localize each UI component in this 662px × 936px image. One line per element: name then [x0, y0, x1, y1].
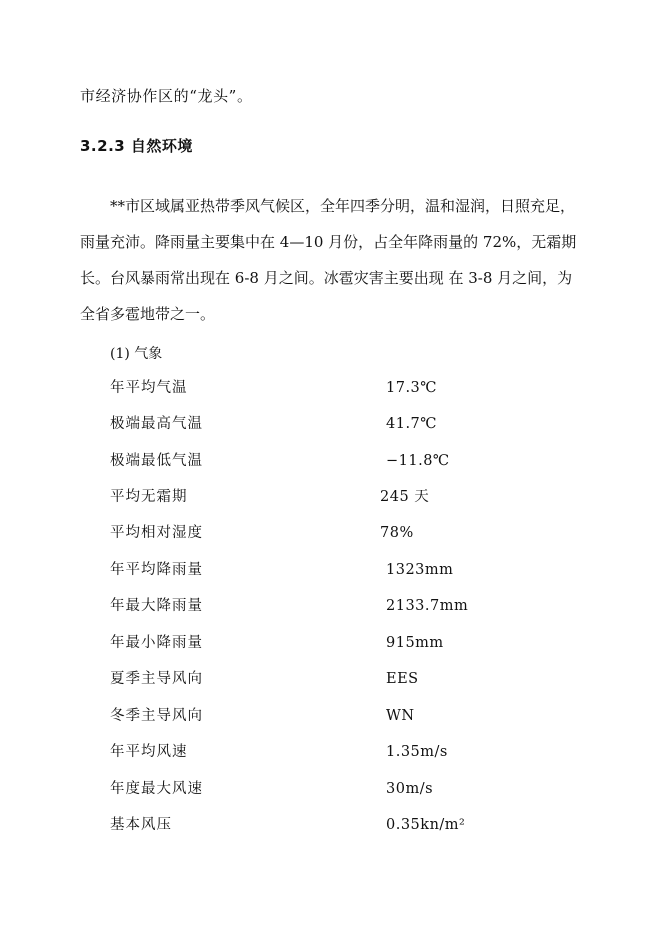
climate-value: 30m/s [386, 781, 434, 797]
climate-value: 17.3℃ [386, 380, 438, 396]
climate-value: EES [386, 671, 419, 687]
section-heading: 3.2.3 自然环境 [80, 137, 193, 155]
climate-value: 915mm [386, 635, 444, 651]
climate-label: 夏季主导风向 [110, 671, 203, 687]
climate-row [110, 669, 470, 689]
climate-value: 2133.7mm [386, 598, 469, 614]
climate-value: −11.8℃ [386, 453, 450, 469]
climate-label: 极端最低气温 [110, 453, 203, 469]
climate-value: 1323mm [386, 562, 454, 578]
climate-label: 年最小降雨量 [110, 635, 203, 651]
climate-label: 冬季主导风向 [110, 708, 203, 724]
climate-label: 年平均气温 [110, 380, 188, 396]
climate-label: 年度最大风速 [110, 781, 203, 797]
climate-value: 1.35m/s [386, 744, 448, 760]
intro-line: 市经济协作区的“龙头”。 [80, 87, 253, 105]
climate-row [110, 378, 470, 398]
climate-label: 平均无霜期 [110, 489, 188, 505]
climate-value: 245 天 [380, 489, 430, 505]
climate-row [110, 487, 470, 507]
climate-row [110, 815, 470, 835]
paragraph-line-1: **市区域属亚热带季风气候区，全年四季分明，温和湿润，日照充足， [110, 197, 576, 215]
climate-row [110, 560, 470, 580]
climate-value: WN [386, 708, 415, 724]
climate-row [110, 451, 470, 471]
climate-label: 年平均风速 [110, 744, 188, 760]
climate-row [110, 633, 470, 653]
paragraph-line-3: 长。台风暴雨常出现在 6-8 月之间。冰雹灾害主要出现 在 3-8 月之间，为 [80, 269, 573, 287]
subsection-title: (1) 气象 [110, 346, 163, 362]
climate-row [110, 596, 470, 616]
climate-label: 极端最高气温 [110, 416, 203, 432]
climate-value: 78% [380, 525, 414, 541]
climate-value: 0.35kn/m² [386, 817, 466, 833]
climate-row [110, 706, 470, 726]
climate-row [110, 414, 470, 434]
paragraph-line-2: 雨量充沛。降雨量主要集中在 4—10 月份，占全年降雨量的 72%，无霜期 [80, 233, 577, 251]
climate-label: 年最大降雨量 [110, 598, 203, 614]
climate-row [110, 779, 470, 799]
climate-row [110, 523, 470, 543]
climate-row [110, 742, 470, 762]
climate-label: 年平均降雨量 [110, 562, 203, 578]
paragraph-line-4: 全省多雹地带之一。 [80, 305, 216, 323]
climate-label: 基本风压 [110, 817, 172, 833]
climate-value: 41.7℃ [386, 416, 438, 432]
climate-label: 平均相对湿度 [110, 525, 203, 541]
